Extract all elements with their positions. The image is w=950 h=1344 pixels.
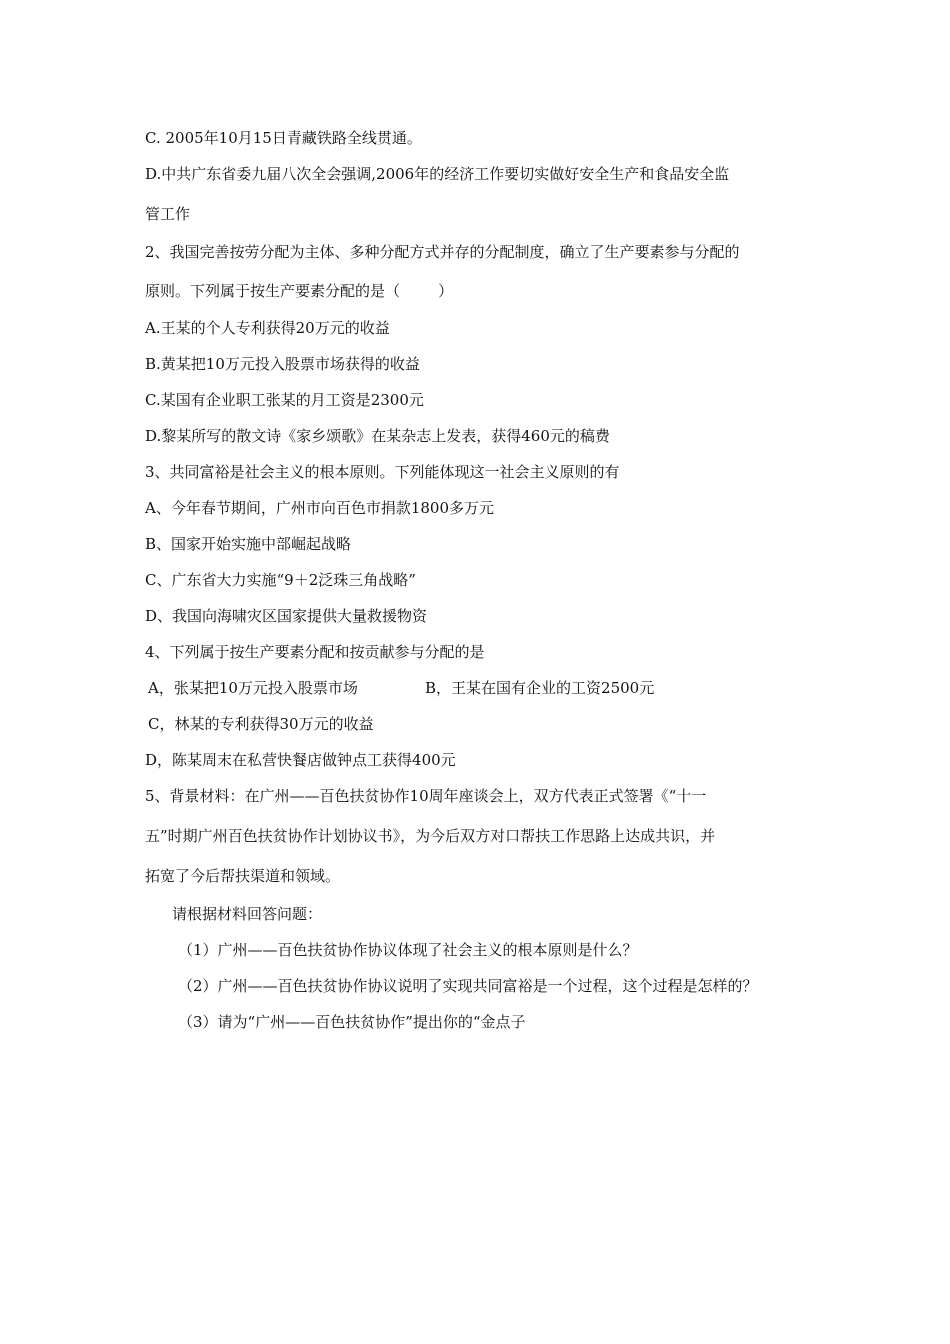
question-2-option-a: A.王某的个人专利获得20万元的收益 (145, 319, 390, 337)
question-4-option-a: A，张某把10万元投入股票市场 (148, 679, 358, 697)
question-4-stem: 4、下列属于按生产要素分配和按贡献参与分配的是 (145, 643, 485, 661)
question-5-subquestion-3: （3）请为“广州——百色扶贫协作”提出你的“金点子 (178, 1013, 526, 1031)
question-5-subquestion-2: （2）广州——百色扶贫协作协议说明了实现共同富裕是一个过程，这个过程是怎样的？ (178, 977, 758, 995)
question-4-option-b: B，王某在国有企业的工资2500元 (425, 679, 655, 697)
question-2-stem: 2、我国完善按劳分配为主体、多种分配方式并存的分配制度，确立了生产要素参与分配的 (145, 243, 740, 261)
question-5-background: 5、背景材料：在广州——百色扶贫协作10周年座谈会上，双方代表正式签署《“十一 (145, 787, 707, 805)
question-2-stem-continuation: 原则。下列属于按生产要素分配的是（ ） (145, 282, 454, 300)
option-d-guangdong-plenum: D.中共广东省委九届八次全会强调,2006年的经济工作要切实做好安全生产和食品安全监 (145, 165, 730, 183)
question-3-option-c: C、广东省大力实施“9＋2泛珠三角战略” (145, 571, 416, 589)
question-3-option-d: D、我国向海啸灾区国家提供大量救援物资 (145, 607, 428, 625)
question-5-instruction: 请根据材料回答问题： (172, 905, 323, 923)
option-c-qinghai-tibet-railway: C. 2005年10月15日青藏铁路全线贯通。 (145, 129, 422, 147)
question-3-option-b: B、国家开始实施中部崛起战略 (145, 535, 352, 553)
question-2-option-d: D.黎某所写的散文诗《家乡颂歌》在某杂志上发表，获得460元的稿费 (145, 427, 610, 445)
option-d-continuation: 管工作 (145, 205, 191, 223)
question-2-option-c: C.某国有企业职工张某的月工资是2300元 (145, 391, 424, 409)
question-2-option-b: B.黄某把10万元投入股票市场获得的收益 (145, 355, 420, 373)
question-3-option-a: A、今年春节期间，广州市向百色市捐款1800多万元 (145, 499, 495, 517)
question-4-option-d: D，陈某周末在私营快餐店做钟点工获得400元 (145, 751, 456, 769)
question-5-background-line-2: 五”时期广州百色扶贫协作计划协议书》，为今后双方对口帮扶工作思路上达成共识，并 (145, 827, 716, 845)
question-5-background-line-3: 拓宽了今后帮扶渠道和领域。 (145, 867, 341, 885)
question-4-option-c: C，林某的专利获得30万元的收益 (148, 715, 374, 733)
question-5-subquestion-1: （1）广州——百色扶贫协作协议体现了社会主义的根本原则是什么？ (178, 941, 638, 959)
question-3-stem: 3、共同富裕是社会主义的根本原则。下列能体现这一社会主义原则的有 (145, 463, 620, 481)
